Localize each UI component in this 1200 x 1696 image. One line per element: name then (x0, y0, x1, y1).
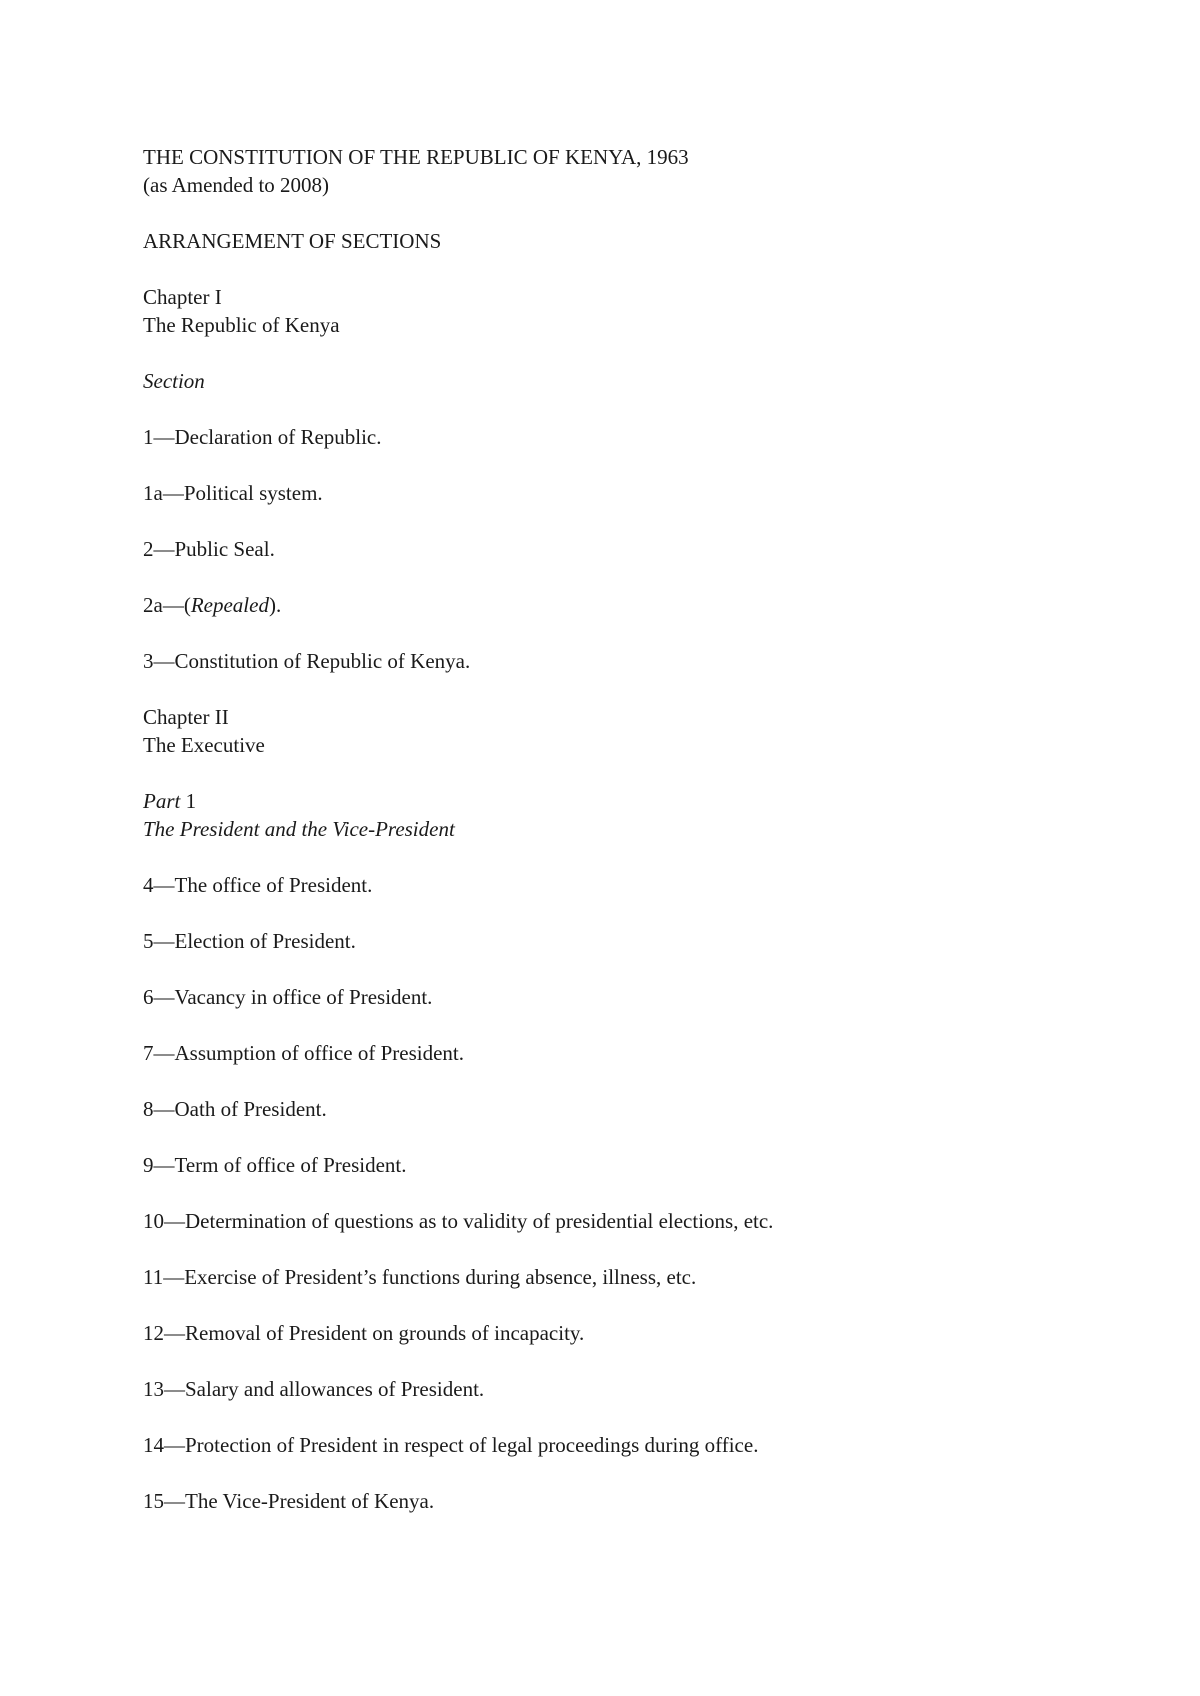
spacer (143, 619, 1143, 647)
part-label-number: 1 (180, 789, 197, 813)
chapter-1-label: Chapter I (143, 285, 222, 309)
spacer (143, 507, 1143, 535)
section-entry: 1—Declaration of Republic. (143, 425, 382, 449)
section-entry: 15—The Vice-President of Kenya. (143, 1489, 435, 1513)
chapter-1-title: The Republic of Kenya (143, 313, 340, 337)
section-entry: 7—Assumption of office of President. (143, 1041, 464, 1065)
spacer (143, 563, 1143, 591)
section-entry: 14—Protection of President in respect of legal proceedings during office. (143, 1433, 759, 1457)
spacer (143, 339, 1143, 367)
section-entry-2a-repealed: Repealed (190, 593, 269, 617)
spacer (143, 1067, 1143, 1095)
spacer (143, 1459, 1143, 1487)
spacer (143, 1235, 1143, 1263)
section-entry: 10—Determination of questions as to validity of presidential elections, etc. (143, 1209, 774, 1233)
section-entry: 1a—Political system. (143, 481, 323, 505)
document-title: THE CONSTITUTION OF THE REPUBLIC OF KENYA, 1963 (143, 145, 689, 169)
document-content (143, 143, 1143, 1515)
spacer (143, 199, 1143, 227)
section-entry: 11—Exercise of President’s functions during absence, illness, etc. (143, 1265, 697, 1289)
spacer (143, 395, 1143, 423)
section-entry: 2—Public Seal. (143, 537, 275, 561)
part-label-word: Part (143, 789, 181, 813)
section-label: Section (143, 369, 205, 393)
spacer (143, 1179, 1143, 1207)
section-entry: 5—Election of President. (143, 929, 356, 953)
spacer (143, 1123, 1143, 1151)
spacer (143, 1403, 1143, 1431)
spacer (143, 1011, 1143, 1039)
document-subtitle: (as Amended to 2008) (143, 173, 330, 197)
spacer (143, 899, 1143, 927)
spacer (143, 955, 1143, 983)
spacer (143, 843, 1143, 871)
spacer (143, 1347, 1143, 1375)
section-entry-2a-suffix: ). (268, 593, 282, 617)
section-entry: 6—Vacancy in office of President. (143, 985, 433, 1009)
spacer (143, 255, 1143, 283)
section-entry: 12—Removal of President on grounds of incapacity. (143, 1321, 585, 1345)
section-entry: 8—Oath of President. (143, 1097, 327, 1121)
part-label (143, 787, 1143, 815)
spacer (143, 451, 1143, 479)
arrangement-heading: ARRANGEMENT OF SECTIONS (143, 229, 442, 253)
spacer (143, 1291, 1143, 1319)
section-entry-2a (143, 591, 1143, 619)
spacer (143, 759, 1143, 787)
chapter-2-title: The Executive (143, 733, 265, 757)
section-entry: 13—Salary and allowances of President. (143, 1377, 485, 1401)
section-entry: 4—The office of President. (143, 873, 373, 897)
spacer (143, 675, 1143, 703)
part-title: The President and the Vice-President (143, 817, 455, 841)
section-entry: 9—Term of office of President. (143, 1153, 407, 1177)
section-entry-2a-prefix: 2a—( (143, 593, 191, 617)
chapter-2-label: Chapter II (143, 705, 229, 729)
section-entry: 3—Constitution of Republic of Kenya. (143, 649, 471, 673)
